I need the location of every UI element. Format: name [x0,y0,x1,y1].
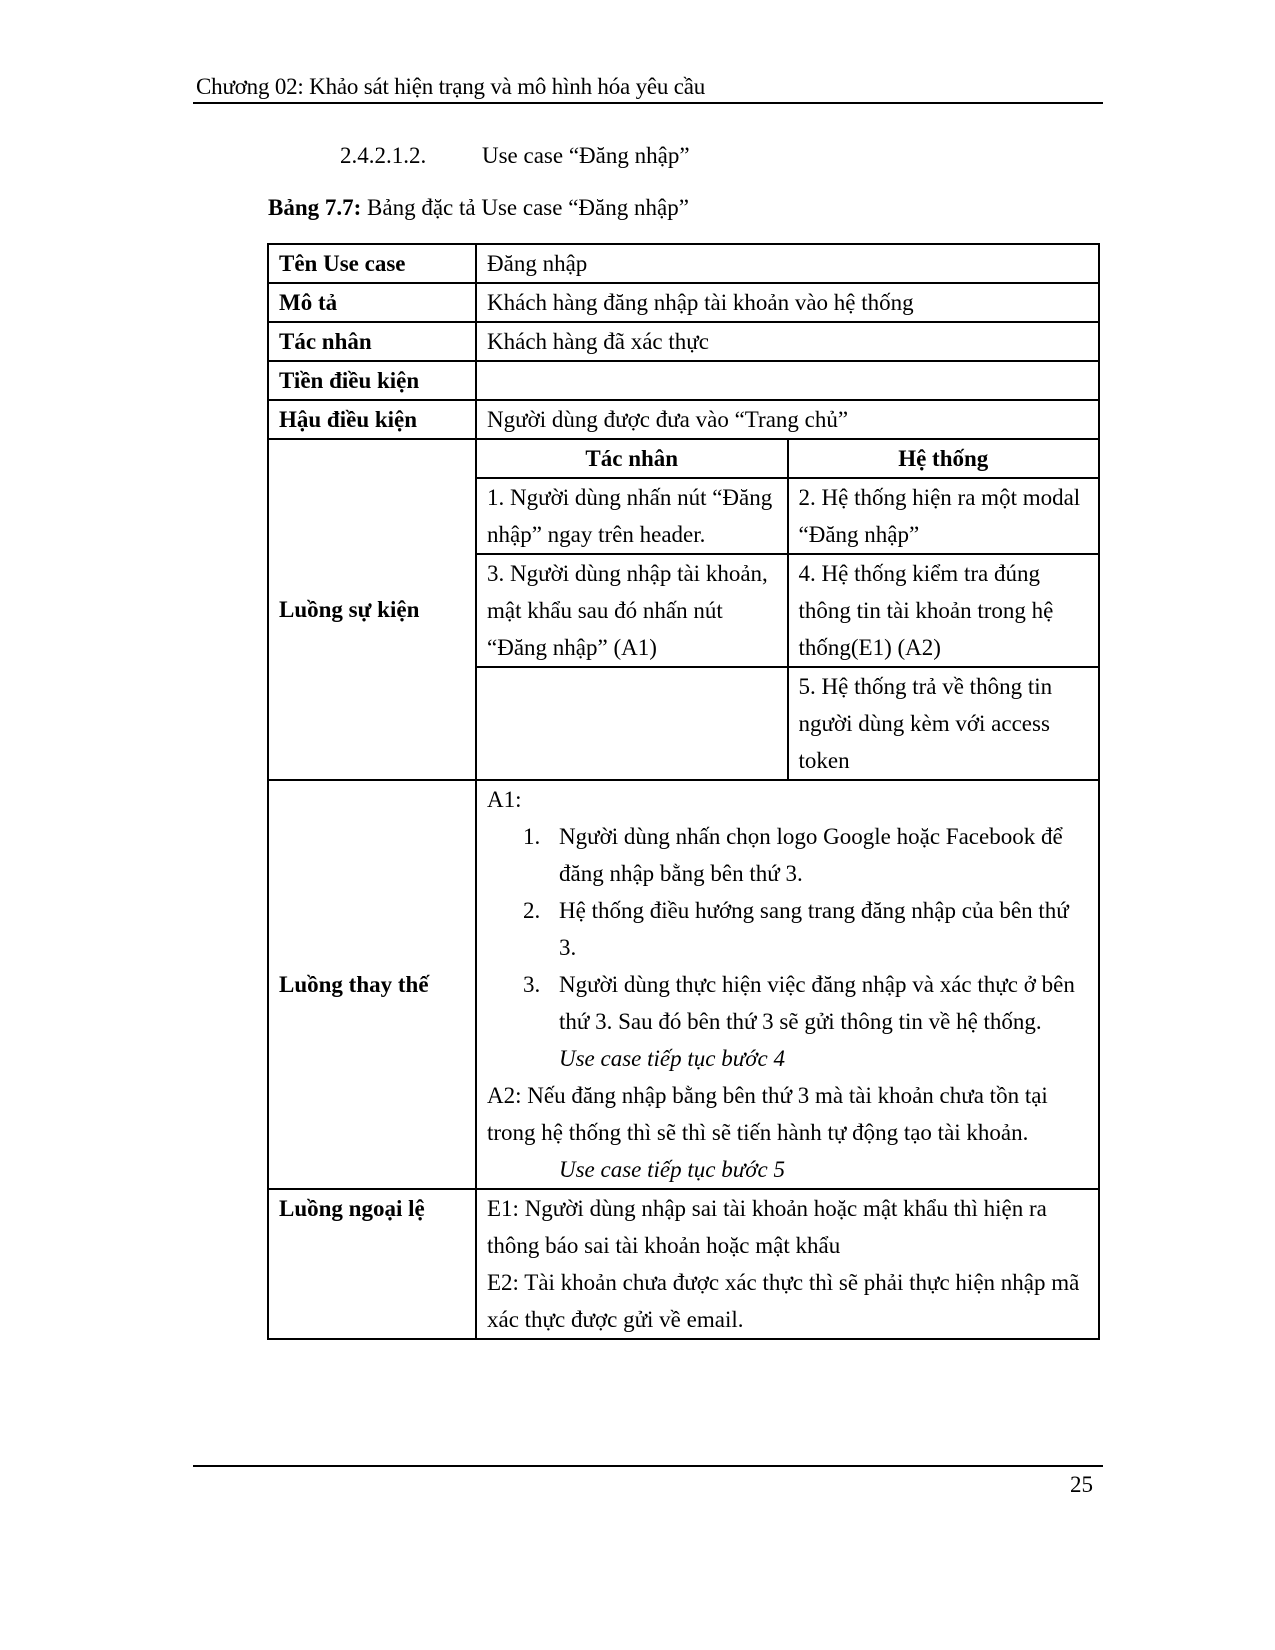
list-text: Người dùng thực hiện việc đăng nhập và xác thực ở bên thứ 3. Sau đó bên thứ 3 sẽ gửi thông tin về hệ thống. [559,972,1075,1034]
list-item [487,892,1088,966]
exception-flow-cell [476,1189,1099,1339]
row-value: Khách hàng đăng nhập tài khoản vào hệ thống [476,283,1099,322]
list-number: 1. [523,824,541,849]
row-value [476,361,1099,400]
system-step: 5. Hệ thống trả về thông tin người dùng kèm với access token [798,674,1053,773]
list-item [487,818,1088,892]
list-text: Người dùng nhấn chọn logo Google hoặc Facebook để đăng nhập bằng bên thứ 3. [559,824,1063,886]
actor-step: 1. Người dùng nhấn nút “Đăng nhập” ngay trên header. [477,478,788,554]
event-step-row [477,667,1098,779]
table-row-name [268,244,1099,283]
table-row-actor [268,322,1099,361]
a1-continue-note: Use case tiếp tục bước 4 [559,1046,786,1071]
e2-text: E2: Tài khoản chưa được xác thực thì sẽ phải thực hiện nhập mã xác thực được gửi về email. [487,1270,1080,1332]
e1-text: E1: Người dùng nhập sai tài khoản hoặc mật khẩu thì hiện ra thông báo sai tài khoản hoặc mật khẩu [487,1196,1047,1258]
page-header: Chương 02: Khảo sát hiện trạng và mô hình hóa yêu cầu [196,74,706,99]
list-number: 2. [523,898,541,923]
a1-title: A1: [487,787,522,812]
event-flow-header [477,440,1098,478]
actor-step: 3. Người dùng nhập tài khoản, mật khẩu sau đó nhấn nút “Đăng nhập” (A1) [477,554,788,667]
system-step: 2. Hệ thống hiện ra một modal “Đăng nhập” [788,478,1099,554]
event-step-row [477,478,1098,554]
list-item [487,966,1088,1040]
table-row-event-flow [268,439,1099,780]
alternative-flow-cell [476,780,1099,1189]
list-number: 3. [523,972,541,997]
section-title: Use case “Đăng nhập” [482,143,690,168]
table-row-alternative-flow [268,780,1099,1189]
a2-text: A2: Nếu đăng nhập bằng bên thứ 3 mà tài khoản chưa tồn tại trong hệ thống thì sẽ thì sẽ tiến hành tự động tạo tài khoản. [487,1083,1048,1145]
col-header-actor: Tác nhân [477,440,788,478]
row-label: Luồng sự kiện [268,439,476,780]
page-number: 25 [1070,1472,1093,1497]
header-divider [193,102,1103,104]
list-text: Hệ thống điều hướng sang trang đăng nhập của bên thứ 3. [559,898,1069,960]
event-step-row [477,554,1098,667]
caption-label: Bảng 7.7: [268,195,362,220]
actor-step [477,667,788,779]
system-step: 4. Hệ thống kiểm tra đúng thông tin tài khoản trong hệ thống(E1) (A2) [788,554,1099,667]
row-label: Luồng thay thế [268,780,476,1189]
row-value: Khách hàng đã xác thực [476,322,1099,361]
table-caption [268,193,689,223]
footer-divider [193,1465,1103,1467]
table-row-description [268,283,1099,322]
caption-text: Bảng đặc tả Use case “Đăng nhập” [361,195,689,220]
event-flow-cell [476,439,1099,780]
row-label: Hậu điều kiện [268,400,476,439]
table-row-exception-flow [268,1189,1099,1339]
use-case-spec-table [267,243,1100,1340]
table-row-postcondition [268,400,1099,439]
row-value: Người dùng được đưa vào “Trang chủ” [476,400,1099,439]
row-label: Tiền điều kiện [268,361,476,400]
row-label: Tên Use case [268,244,476,283]
row-label: Tác nhân [268,322,476,361]
col-header-system: Hệ thống [788,440,1099,478]
row-label: Mô tả [268,283,476,322]
a2-continue-note: Use case tiếp tục bước 5 [559,1157,786,1182]
row-label: Luồng ngoại lệ [268,1189,476,1339]
a1-steps-list [487,818,1088,1040]
event-flow-table [477,440,1098,779]
section-heading [340,141,690,171]
row-value: Đăng nhập [476,244,1099,283]
section-number: 2.4.2.1.2. [340,143,427,168]
table-row-precondition [268,361,1099,400]
